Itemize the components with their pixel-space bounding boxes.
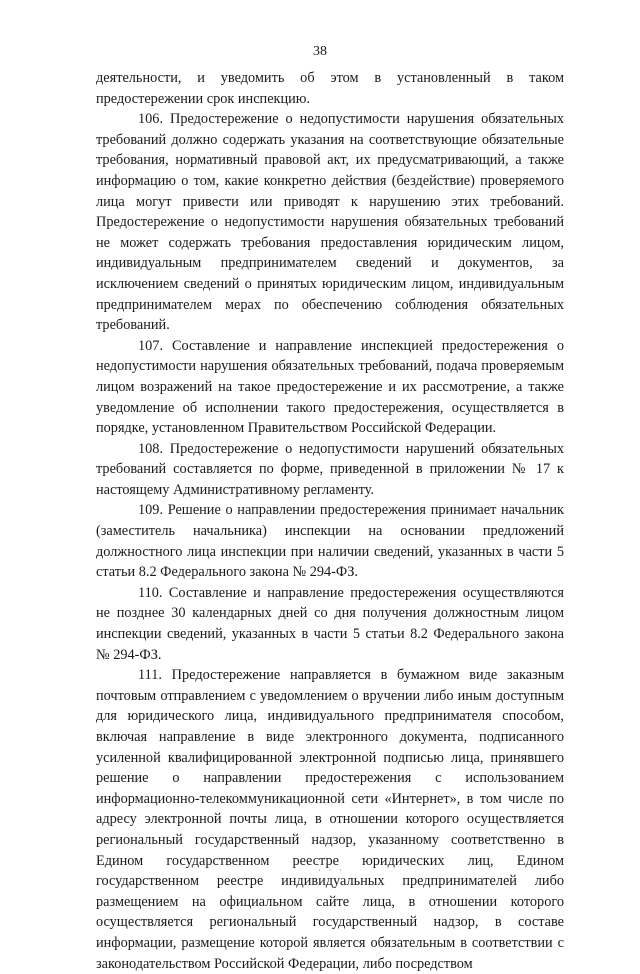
paragraph-108: 108. Предостережение о недопустимости нарушений обязательных требований составляется по форме, приведенной в приложении № 17 к настоящему Административному регламенту.	[96, 440, 564, 498]
paragraph-110: 110. Составление и направление предостережения осуществляются не позднее 30 календарных дней со дня получения должностным лицом инспекции сведений, указанных в части 5 статьи 8.2 Федерального закона № 294-ФЗ.	[96, 584, 564, 663]
document-body	[96, 68, 564, 974]
paragraph-107: 107. Составление и направление инспекцией предостережения о недопустимости нарушения обязательных требований, подача проверяемым лицом возражений на такое предостережение и их рассмотрение, а также уведомление об исполнении такого предостережения, осуществляется в порядке, установленном Правительством Российской Федерации.	[96, 337, 564, 437]
scan-artifact: · · ·	[318, 866, 345, 875]
paragraph-109: 109. Решение о направлении предостережения принимает начальник (заместитель начальника) инспекции на основании предложений должностного лица инспекции при наличии сведений, указанных в части 5 статьи 8.2 Федерального закона № 294-ФЗ.	[96, 502, 564, 581]
page-number: 38	[313, 44, 327, 59]
paragraph-continuation: деятельности, и уведомить об этом в установленный в таком предостережении срок инспекцию.	[96, 70, 564, 107]
paragraph-111: 111. Предостережение направляется в бумажном виде заказным почтовым отправлением с уведомлением о вручении либо иным доступным для юридического лица, индивидуального предпринимателя способом, включая направление в виде электронного документа, подписанного усиленной квалифицированной электронной подписью лица, принявшего решение о направлении предостережения с использованием информационно-телекоммуникационной сети «Интернет», в том числе по адресу электронной почты лица, в отношении которого осуществляется региональный государственный надзор, указанному соответственно в Едином государственном реестре юридических лиц, Едином государственном реестре индивидуальных предпринимателей либо размещением на официальном сайте лица, в отношении которого осуществляется региональный государственный надзор, в составе информации, размещение которой является обязательным в соответствии с законодательством Российской Федерации, либо посредством	[96, 667, 564, 972]
paragraph-106: 106. Предостережение о недопустимости нарушения обязательных требований должно содержать указания на соответствующие обязательные требования, нормативный правовой акт, их предусматривающий, а также информацию о том, какие конкретно действия (бездействие) проверяемого лица могут привести или приводят к нарушению этих требований. Предостережение о недопустимости нарушения обязательных требований не может содержать требования предоставления юридическим лицом, индивидуальным предпринимателем сведений и документов, за исключением сведений о принятых юридическим лицом, индивидуальным предпринимателем мерах по обеспечению соблюдения обязательных требований.	[96, 111, 564, 334]
